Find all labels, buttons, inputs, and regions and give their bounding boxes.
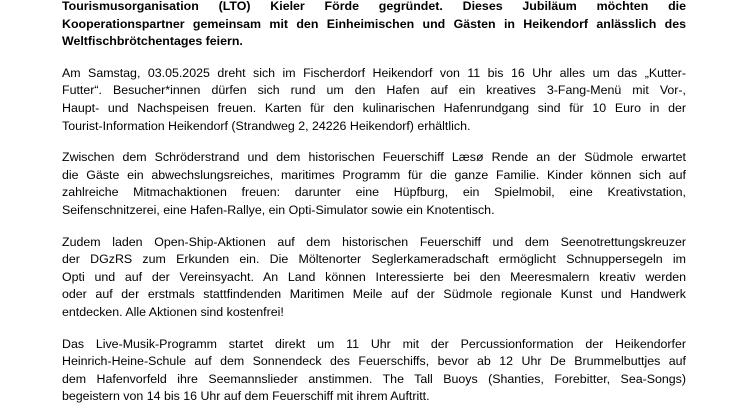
- text-line: begeistern von 14 bis 16 Uhr auf dem Feuerschiff mit ihrem Auftritt.: [62, 389, 430, 404]
- paragraph-spacer: [62, 220, 686, 234]
- text-line: der DGzRS zum Erkunden ein. Die Möltenorter Seglerkameradschaft ermöglicht Schnuppersegeln im: [62, 252, 686, 267]
- text-line: Futter“. Besucher*innen dürfen sich rund um den Hafen auf ein kreatives 3-Fang-Menü mit Vor-,: [62, 83, 686, 98]
- paragraph-live-music: [62, 336, 686, 406]
- text-line: Das Live-Musik-Programm startet direkt um 11 Uhr mit der Percussionformation der Heikendorfer: [62, 336, 686, 351]
- text-line: entdecken. Alle Aktionen sind kostenfrei!: [62, 304, 284, 319]
- document-page: [62, 0, 686, 406]
- text-line: Tourist-Information Heikendorf (Strandweg 2, 24226 Heikendorf) erhältlich.: [62, 118, 471, 133]
- text-line: die Gäste ein abwechslungsreiches, maritimes Programm für die ganze Familie. Kinder können sich auf: [62, 167, 686, 182]
- text-line: Seifenschnitzerei, eine Hafen-Rallye, ein Opti-Simulator sowie ein Knotentisch.: [62, 202, 495, 217]
- text-line: Kooperationspartner gemeinsam mit den Einheimischen und Gästen in Heikendorf anlässlich des: [62, 16, 686, 31]
- text-line: Zwischen dem Schröderstrand und dem historischen Feuerschiff Læsø Rende an der Südmole erwartet: [62, 150, 686, 165]
- paragraph-spacer: [62, 135, 686, 149]
- text-line: Am Samstag, 03.05.2025 dreht sich im Fischerdorf Heikendorf von 11 bis 16 Uhr alles um das „Kutter-: [62, 65, 686, 80]
- text-line: oder auf der erstmals stattfindenden Maritimen Meile auf der Südmole regionale Kunst und Handwerk: [62, 287, 686, 302]
- paragraph-spacer: [62, 322, 686, 336]
- text-line: dem Hafenvorfeld ihre Seemannslieder anstimmen. The Tall Buoys (Shanties, Forebitter, Sea-Songs): [62, 371, 686, 386]
- text-line: Zudem laden Open-Ship-Aktionen auf dem historischen Feuerschiff und dem Seenotrettungskreuzer: [62, 234, 686, 249]
- text-line: Weltfischbrötchentages feiern.: [62, 34, 243, 49]
- text-line: Tourismusorganisation (LTO) Kieler Förde gegründet. Dieses Jubiläum möchten die: [62, 0, 686, 13]
- text-line: zahlreiche Mitmachaktionen freuen: darunter eine Hüpfburg, ein Spielmobil, eine Kreativstation,: [62, 185, 686, 200]
- paragraph-open-ship: [62, 234, 686, 322]
- paragraph-spacer: [62, 51, 686, 65]
- text-line: Haupt- und Nachspeisen freuen. Karten für den kulinarischen Hafenrundgang sind für 10 Euro in der: [62, 100, 686, 115]
- intro-paragraph: [62, 0, 686, 51]
- paragraph-family-program: [62, 149, 686, 219]
- text-line: Heinrich-Heine-Schule auf dem Sonnendeck des Feuerschiffs, bevor ab 12 Uhr De Brummelbuttjes auf: [62, 354, 686, 369]
- text-line: Opti und auf der Vereinsyacht. An Land können Interessierte bei den Meeresmalern kreativ werden: [62, 269, 686, 284]
- paragraph-kutter-futter: [62, 65, 686, 135]
